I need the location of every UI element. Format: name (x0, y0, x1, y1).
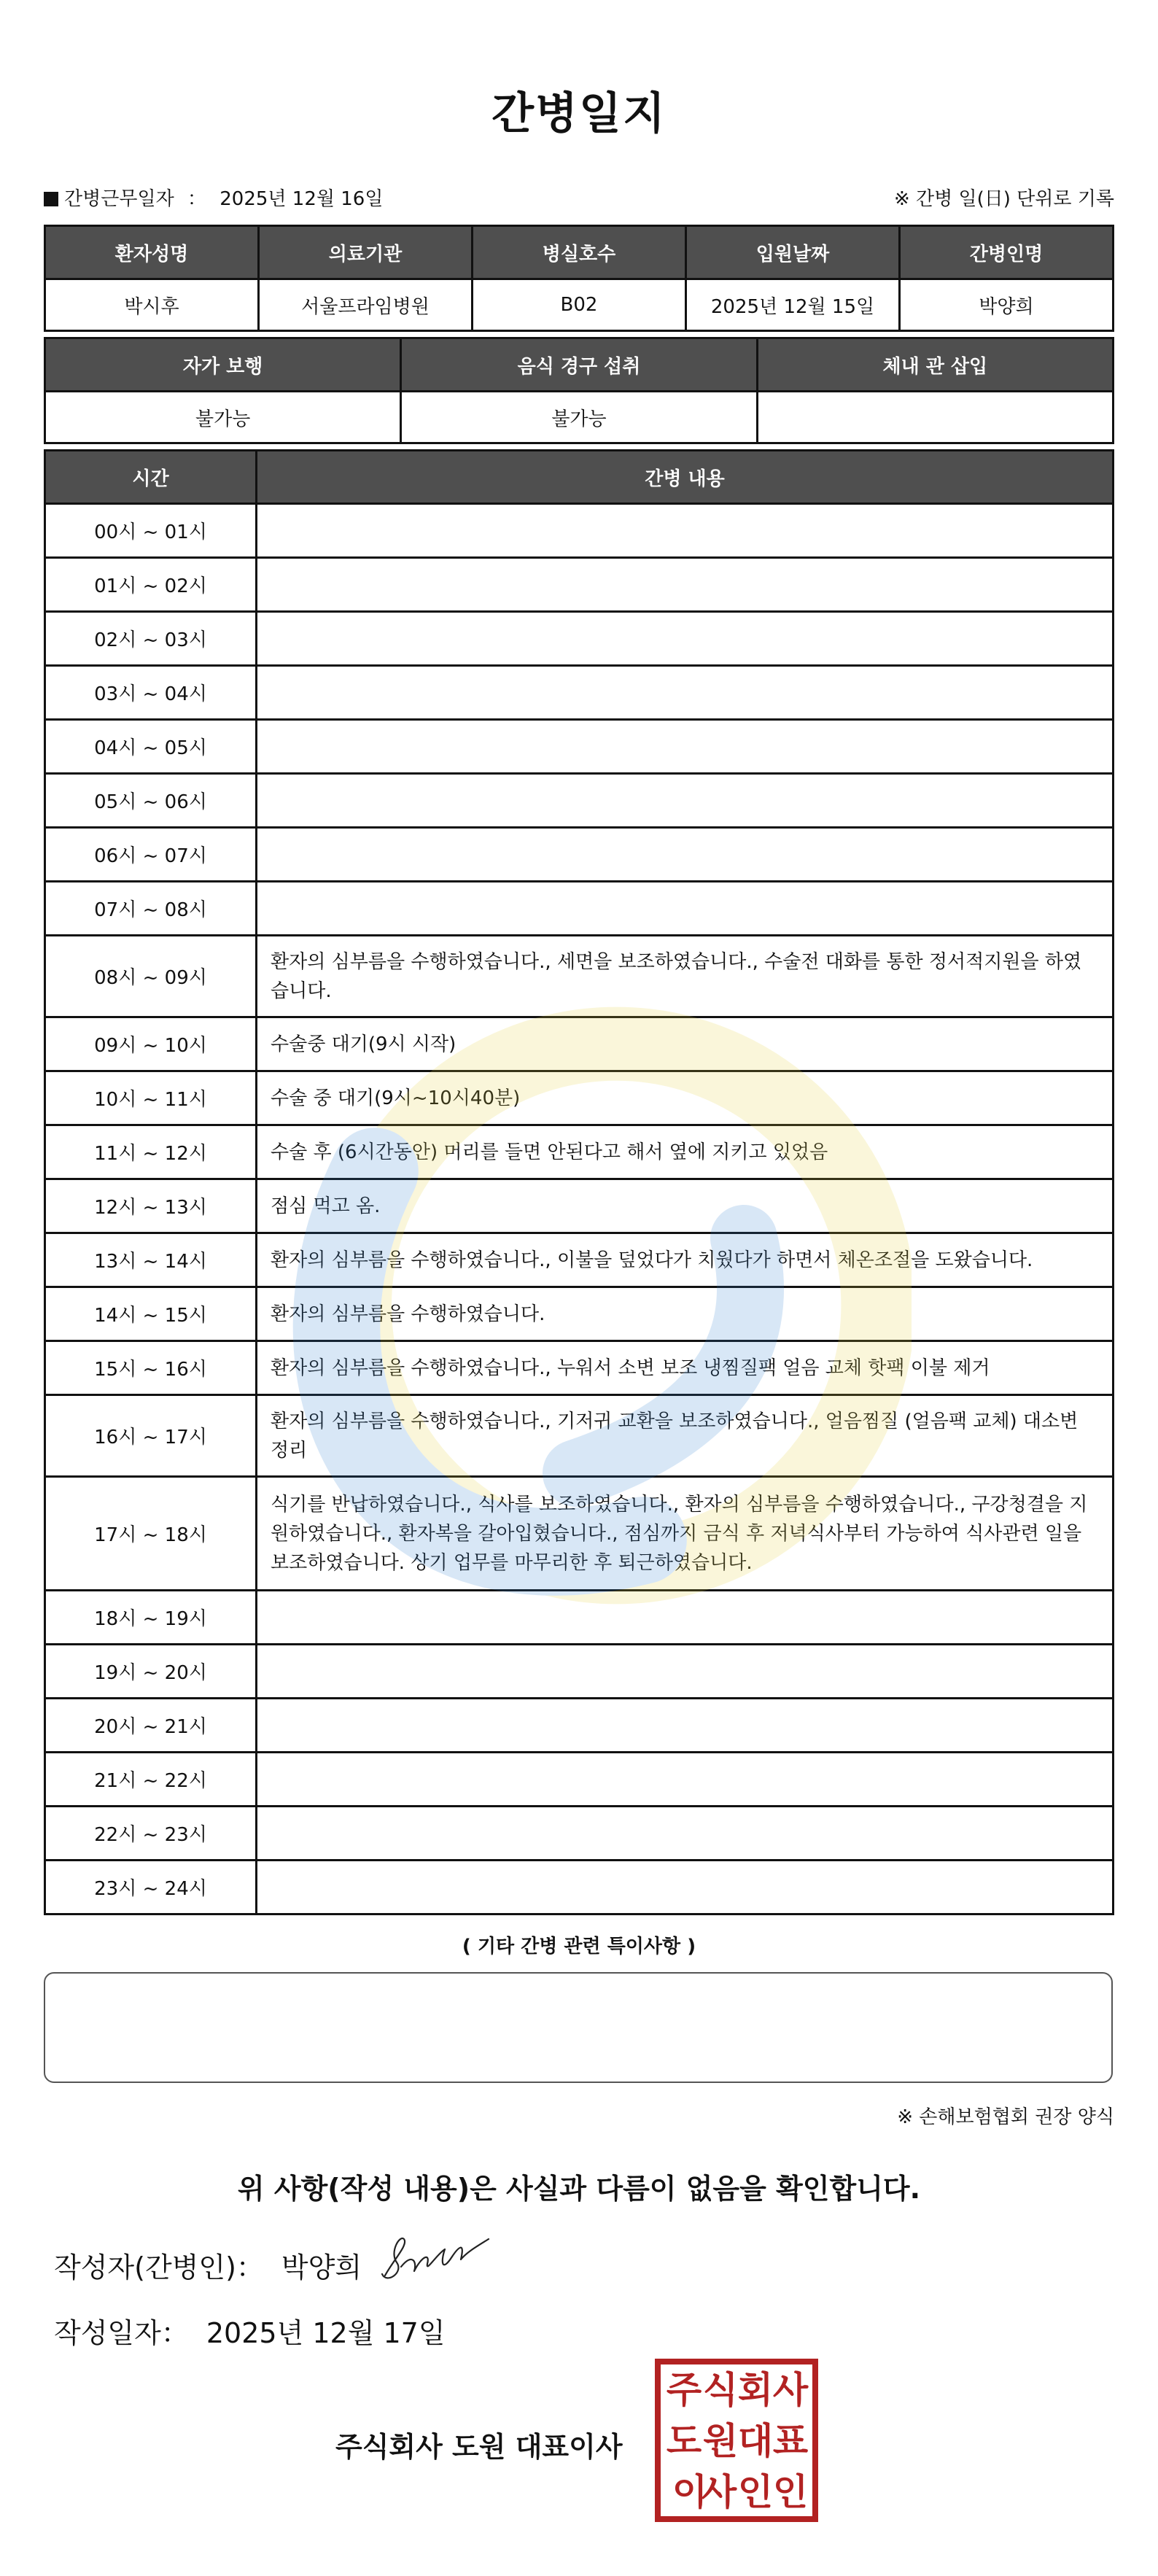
log-time: 14시 ~ 15시 (45, 1287, 257, 1341)
log-time: 04시 ~ 05시 (45, 720, 257, 774)
hourly-log-table (44, 449, 1114, 1915)
log-content (257, 720, 1114, 774)
patient-info-table (44, 225, 1114, 332)
daily-record-note: ※ 간병 일(日) 단위로 기록 (893, 188, 1114, 210)
log-content: 식기를 반납하였습니다., 식사를 보조하였습니다., 환자의 심부름을 수행하였습니다., 구강청결을 지원하였습니다., 환자복을 갈아입혔습니다., 점심까지 금식 후 저녁식사부터 가능하여 식사관련 일을 보조하였습니다. 상기 업무를 마무리한 후 퇴근하였습니다. (257, 1477, 1114, 1591)
header-care-content: 간병 내용 (257, 451, 1114, 504)
log-content (257, 1861, 1114, 1914)
other-notes-box (44, 1972, 1113, 2083)
written-date-value: 2025년 12월 17일 (206, 2317, 446, 2349)
log-time: 01시 ~ 02시 (45, 558, 257, 612)
log-row (45, 774, 1114, 828)
log-content (257, 666, 1114, 720)
log-time: 13시 ~ 14시 (45, 1233, 257, 1287)
hospital-name: 서울프라임병원 (259, 279, 473, 331)
svg-text:원: 원 (702, 2420, 739, 2462)
colon: ： (187, 188, 206, 210)
log-content: 환자의 심부름을 수행하였습니다. (257, 1287, 1114, 1341)
log-row (45, 1341, 1114, 1395)
work-date-label: 간병근무일자 (64, 188, 174, 210)
tube-insertion-value (757, 392, 1113, 443)
log-time: 09시 ~ 10시 (45, 1017, 257, 1071)
log-row (45, 1179, 1114, 1233)
work-date-line (44, 184, 1114, 213)
log-time: 21시 ~ 22시 (45, 1753, 257, 1807)
other-notes-title: ( 기타 간병 관련 특이사항 ) (462, 1936, 696, 1958)
log-time: 16시 ~ 17시 (45, 1395, 257, 1477)
svg-text:식: 식 (702, 2369, 739, 2411)
company-seal-stamp (653, 2357, 820, 2523)
log-content (257, 828, 1114, 882)
log-content (257, 1753, 1114, 1807)
header-admission-date: 입원날짜 (686, 226, 900, 279)
log-time: 00시 ~ 01시 (45, 504, 257, 558)
log-time: 12시 ~ 13시 (45, 1179, 257, 1233)
patient-status-table (44, 337, 1114, 444)
writer-line (54, 2245, 362, 2285)
log-row (45, 1071, 1114, 1125)
log-content: 환자의 심부름을 수행하였습니다., 누워서 소변 보조 냉찜질팩 얼음 교체 핫팩 이불 제거 (257, 1341, 1114, 1395)
log-time: 05시 ~ 06시 (45, 774, 257, 828)
admission-date: 2025년 12월 15일 (686, 279, 900, 331)
log-time: 11시 ~ 12시 (45, 1125, 257, 1179)
patient-name: 박시후 (45, 279, 259, 331)
header-caregiver-name: 간병인명 (900, 226, 1114, 279)
log-row (45, 1807, 1114, 1861)
log-time: 17시 ~ 18시 (45, 1477, 257, 1591)
log-time: 08시 ~ 09시 (45, 936, 257, 1017)
log-content (257, 504, 1114, 558)
log-row (45, 1017, 1114, 1071)
handwritten-signature (379, 2230, 496, 2289)
svg-text:대: 대 (737, 2420, 774, 2462)
log-content (257, 1591, 1114, 1645)
log-row (45, 1753, 1114, 1807)
room-number: B02 (473, 279, 686, 331)
log-content (257, 1807, 1114, 1861)
log-time: 23시 ~ 24시 (45, 1861, 257, 1914)
log-row (45, 936, 1114, 1017)
log-content: 수술 중 대기(9시~10시40분) (257, 1071, 1114, 1125)
document-title: 간병일지 (491, 88, 667, 139)
writer-label: 작성자(간병인)： (54, 2251, 264, 2284)
header-room-number: 병실호수 (473, 226, 686, 279)
log-content (257, 774, 1114, 828)
log-content (257, 612, 1114, 666)
svg-text:사: 사 (701, 2471, 737, 2513)
svg-text:표: 표 (772, 2420, 809, 2462)
log-row (45, 1591, 1114, 1645)
log-time: 10시 ~ 11시 (45, 1071, 257, 1125)
svg-text:인: 인 (737, 2471, 774, 2513)
log-row (45, 882, 1114, 936)
log-row (45, 1477, 1114, 1591)
writer-name: 박양희 (281, 2251, 362, 2284)
svg-text:사: 사 (772, 2369, 809, 2411)
log-row (45, 612, 1114, 666)
log-content (257, 1645, 1114, 1699)
log-content: 환자의 심부름을 수행하였습니다., 기저귀 교환을 보조하였습니다., 얼음찜질 (얼음팩 교체) 대소변 정리 (257, 1395, 1114, 1477)
log-row (45, 1645, 1114, 1699)
header-time: 시간 (45, 451, 257, 504)
oral-intake-value: 불가능 (401, 392, 757, 443)
log-time: 22시 ~ 23시 (45, 1807, 257, 1861)
log-row (45, 1125, 1114, 1179)
svg-text:도: 도 (666, 2420, 702, 2462)
log-time: 18시 ~ 19시 (45, 1591, 257, 1645)
svg-text:회: 회 (737, 2369, 774, 2411)
log-time: 03시 ~ 04시 (45, 666, 257, 720)
log-content: 환자의 심부름을 수행하였습니다., 이불을 덮었다가 치웠다가 하면서 체온조절을 도왔습니다. (257, 1233, 1114, 1287)
log-row (45, 1395, 1114, 1477)
header-oral-intake: 음식 경구 섭취 (401, 338, 757, 392)
log-row (45, 1233, 1114, 1287)
log-content: 점심 먹고 옴. (257, 1179, 1114, 1233)
log-content (257, 558, 1114, 612)
self-walking-value: 불가능 (45, 392, 401, 443)
svg-text:인: 인 (772, 2471, 809, 2513)
company-representative: 주식회사 도원 대표이사 (335, 2431, 623, 2463)
caregiver-name: 박양희 (900, 279, 1114, 331)
log-time: 02시 ~ 03시 (45, 612, 257, 666)
log-content: 수술 후 (6시간동안) 머리를 들면 안된다고 해서 옆에 지키고 있었음 (257, 1125, 1114, 1179)
log-content (257, 882, 1114, 936)
written-date-label: 작성일자： (54, 2317, 189, 2349)
square-bullet-icon (44, 192, 58, 206)
log-time: 06시 ~ 07시 (45, 828, 257, 882)
header-tube-insertion: 체내 관 삽입 (757, 338, 1113, 392)
log-row (45, 1287, 1114, 1341)
log-time: 19시 ~ 20시 (45, 1645, 257, 1699)
log-content: 환자의 심부름을 수행하였습니다., 세면을 보조하였습니다., 수술전 대화를 통한 정서적지원을 하였습니다. (257, 936, 1114, 1017)
log-row (45, 504, 1114, 558)
log-row (45, 828, 1114, 882)
log-row (45, 1861, 1114, 1914)
log-content (257, 1699, 1114, 1753)
log-row (45, 1699, 1114, 1753)
confirmation-statement: 위 사항(작성 내용)은 사실과 다름이 없음을 확인합니다. (237, 2173, 921, 2205)
svg-text:주: 주 (666, 2369, 702, 2411)
log-time: 20시 ~ 21시 (45, 1699, 257, 1753)
header-self-walking: 자가 보행 (45, 338, 401, 392)
log-row (45, 666, 1114, 720)
work-date-value: 2025년 12월 16일 (219, 188, 384, 210)
header-patient-name: 환자성명 (45, 226, 259, 279)
svg-text:이: 이 (672, 2471, 708, 2513)
log-content: 수술중 대기(9시 시작) (257, 1017, 1114, 1071)
log-row (45, 558, 1114, 612)
header-hospital: 의료기관 (259, 226, 473, 279)
log-time: 07시 ~ 08시 (45, 882, 257, 936)
log-time: 15시 ~ 16시 (45, 1341, 257, 1395)
log-row (45, 720, 1114, 774)
written-date-line (54, 2311, 446, 2351)
form-source-note: ※ 손해보험협회 권장 양식 (897, 2106, 1114, 2128)
